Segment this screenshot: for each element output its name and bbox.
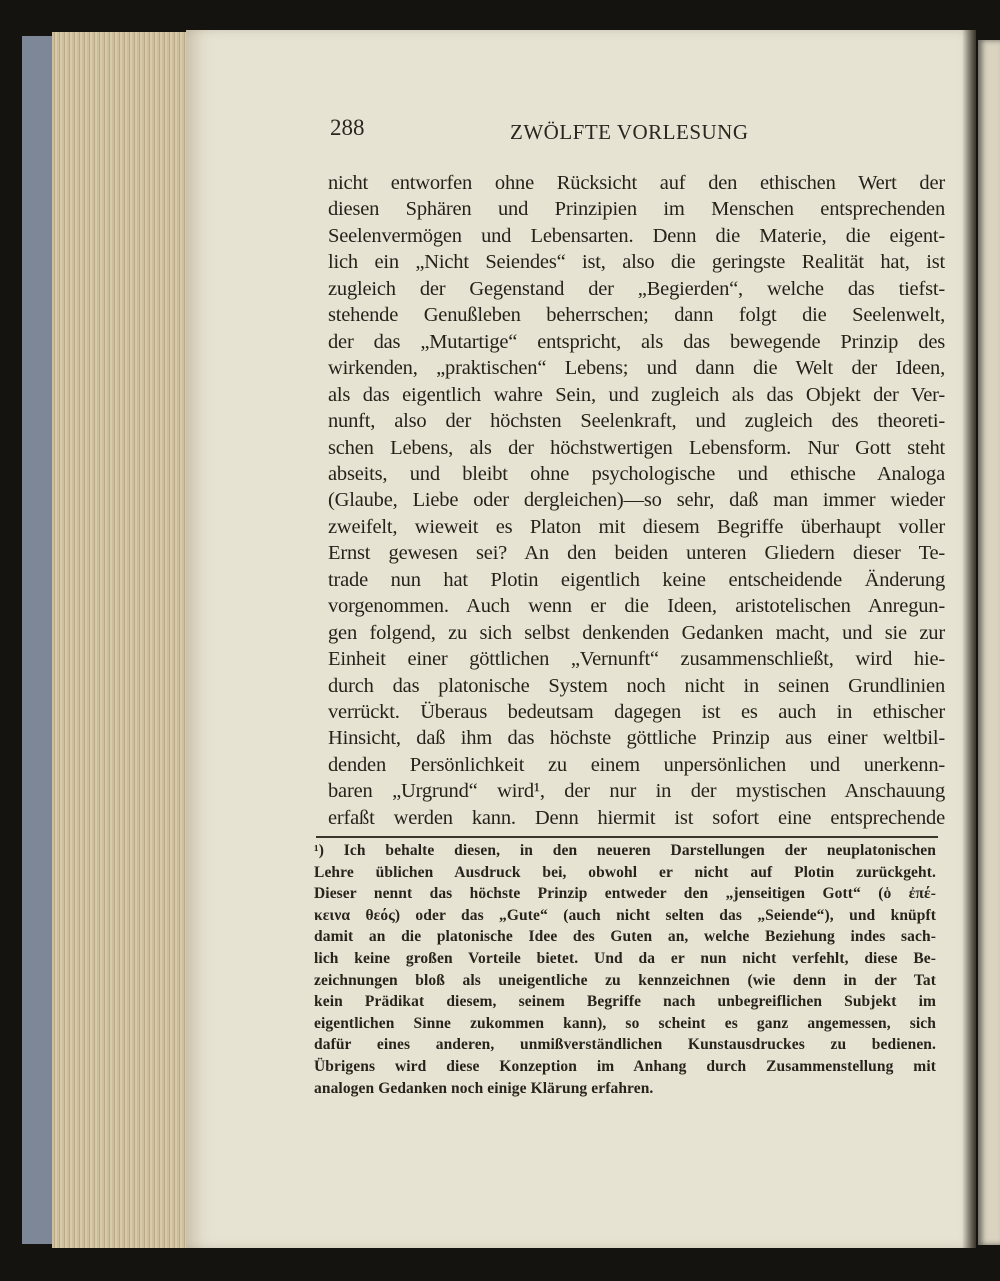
text-line: schen Lebens, als der höchstwertigen Lebensform. Nur Gott steht [328,436,945,459]
text-line: zugleich der Gegenstand der „Begierden“, welche das tiefst- [328,277,945,300]
text-line: denden Persönlichkeit zu einem unpersönlichen und unerkenn- [328,753,945,776]
footnote-rule [316,836,938,838]
text-line: erfaßt werden kann. Denn hiermit ist sofort eine entsprechende [328,806,945,829]
text-line: zweifelt, wieweit es Platon mit diesem Begriffe überhaupt voller [328,515,945,538]
running-title: ZWÖLFTE VORLESUNG [510,120,749,144]
gutter-shadow [962,30,976,1248]
text-line: vorgenommen. Auch wenn er die Ideen, aristotelischen Anregun- [328,595,945,618]
text-line: Seelenvermögen und Lebensarten. Denn die Materie, die eigent- [328,224,945,247]
footnote-line: analogen Gedanken noch einige Klärung erfahren. [314,1079,654,1097]
footnote-line: kein Prädikat diesem, seinem Begriffe nach unbegreiflichen Subjekt im [314,993,936,1011]
text-line: Ernst gewesen sei? An den beiden unteren Gliedern dieser Te- [328,542,945,565]
footnote-line: Dieser nennt das höchste Prinzip entweder den „jenseitigen Gott“ (ὁ ἐπέ- [314,885,936,903]
footnote-line: damit an die platonische Idee des Guten an, welche Beziehung indes sach- [314,928,936,946]
text-line: verrückt. Überaus bedeutsam dagegen ist es auch in ethischer [328,701,945,723]
text-line: lich ein „Nicht Seiendes“ ist, also die geringste Realität hat, ist [328,251,945,274]
footnote-line: ¹) Ich behalte diesen, in den neueren Darstellungen der neuplatonischen [314,842,936,859]
text-line: abseits, und bleibt ohne psychologische und ethische Analoga [328,462,945,485]
text-line: wirkenden, „praktischen“ Lebens; und dann die Welt der Ideen, [328,357,945,380]
text-line: trade nun hat Plotin eigentlich keine entscheidende Änderung [328,568,945,591]
text-line: der das „Mutartige“ entspricht, als das bewegende Prinzip des [328,330,945,353]
page-number: 288 [330,115,365,140]
footnote-line: dafür eines anderen, unmißverständlichen Kunstausdruckes zu bedienen. [314,1036,936,1054]
text-line: baren „Urgrund“ wird¹, der nur in der mystischen Anschauung [328,780,945,803]
text-line: Einheit einer göttlichen „Vernunft“ zusammenschließt, wird hie- [328,648,945,671]
footnote-line: Lehre üblichen Ausdruck bei, obwohl er nicht auf Plotin zurückgeht. [314,863,936,881]
text-line: durch das platonische System noch nicht in seinen Grundlinien [328,674,945,697]
footnote-line: lich keine großen Vorteile bietet. Und da er nun nicht verfehlt, diese Be- [314,950,936,967]
text-line: stehende Genußleben beherrschen; dann folgt die Seelenwelt, [328,304,945,327]
footnote-line: Übrigens wird diese Konzeption im Anhang durch Zusammenstellung mit [314,1058,936,1075]
text-line: gen folgend, zu sich selbst denkenden Gedanken macht, und sie zur [328,621,945,644]
facing-page-edge [978,40,1000,1245]
text-line: nicht entworfen ohne Rücksicht auf den ethischen Wert der [328,172,945,194]
text-line: als das eigentlich wahre Sein, und zugleich als das Objekt der Ver- [328,383,945,406]
footnote-line: eigentlichen Sinne zukommen kann), so scheint es ganz angemessen, sich [314,1014,936,1032]
text-line: (Glaube, Liebe oder dergleichen)—so sehr, daß man immer wieder [328,489,945,512]
footnote-line: κεινα θεός) oder das „Gute“ (auch nicht selten das „Seiende“), und knüpft [314,906,936,924]
text-line: diesen Sphären und Prinzipien im Menschen entsprechenden [328,198,945,221]
text-line: Hinsicht, daß ihm das höchste göttliche Prinzip aus einer weltbil- [328,727,945,750]
page-edges [52,32,188,1248]
text-line: nunft, also der höchsten Seelenkraft, und zugleich des theoreti- [328,410,945,433]
footnote-line: zeichnungen bloß als uneigentliche zu kennzeichnen (wie denn in der Tat [314,971,936,989]
